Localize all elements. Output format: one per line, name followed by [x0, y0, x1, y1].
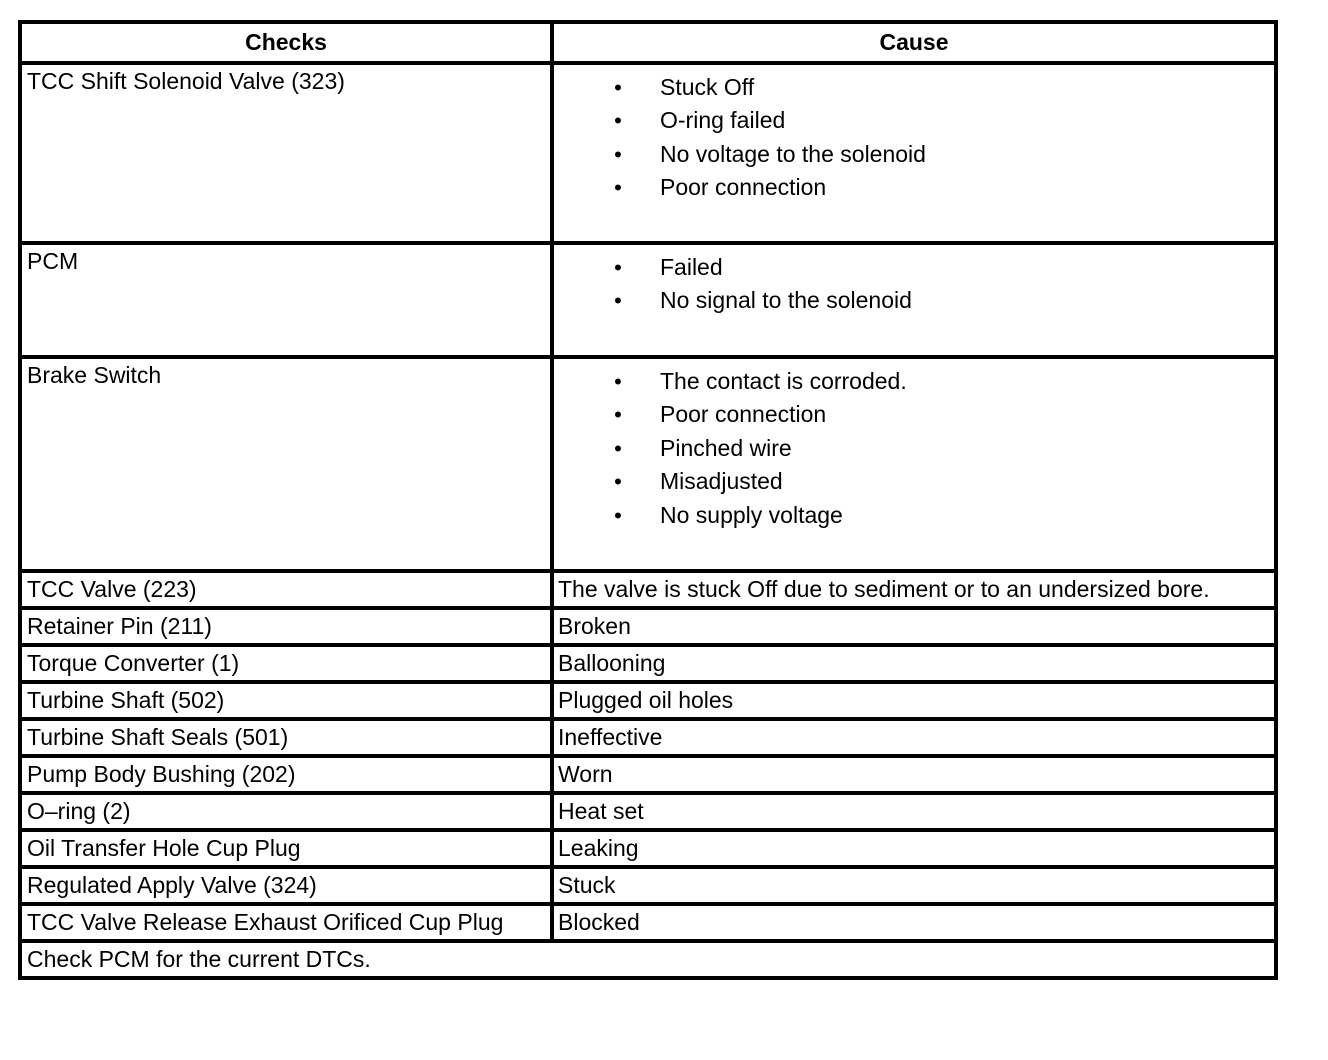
bullet-icon: •: [614, 502, 622, 528]
check-cell: Regulated Apply Valve (324): [20, 867, 552, 904]
cause-list-item: [558, 284, 1274, 317]
cause-text: Poor connection: [660, 401, 827, 428]
cause-list-item: [558, 432, 1274, 465]
bullet-icon: •: [614, 369, 622, 394]
cause-list: [558, 251, 1274, 318]
table-row: [20, 63, 1276, 243]
table-row: [20, 357, 1276, 571]
table-row: [20, 830, 1276, 867]
cause-list-item: [558, 251, 1274, 284]
bullet-icon: •: [614, 175, 622, 201]
cause-list-item: [558, 398, 1274, 431]
check-cell: PCM: [20, 243, 552, 357]
table-row: [20, 608, 1276, 645]
header-row: [20, 22, 1276, 63]
cause-text: Failed: [660, 254, 723, 280]
cause-text: No signal to the solenoid: [660, 287, 912, 314]
bullet-icon: •: [614, 255, 622, 280]
cause-list-item: [558, 171, 1274, 204]
table-row: [20, 243, 1276, 357]
check-cell: TCC Shift Solenoid Valve (323): [20, 63, 552, 243]
cause-cell: Stuck: [552, 867, 1276, 904]
check-cell: Torque Converter (1): [20, 645, 552, 682]
check-cell: Brake Switch: [20, 357, 552, 571]
cause-text: No voltage to the solenoid: [660, 140, 926, 167]
diagnosis-table: [18, 20, 1278, 980]
cause-cell: Ineffective: [552, 719, 1276, 756]
cause-text: Stuck Off: [660, 74, 755, 100]
bullet-icon: •: [614, 108, 622, 134]
check-cell: O–ring (2): [20, 793, 552, 830]
cause-text: O-ring failed: [660, 107, 786, 134]
cause-cell: The valve is stuck Off due to sediment or to an undersized bore.: [552, 571, 1276, 608]
table-row: [20, 904, 1276, 941]
cause-list: [558, 71, 1274, 205]
cause-list-item: [558, 499, 1274, 532]
cause-cell: Plugged oil holes: [552, 682, 1276, 719]
cause-cell: Leaking: [552, 830, 1276, 867]
footer-row: [20, 941, 1276, 978]
cause-list-item: [558, 365, 1274, 398]
cause-header: Cause: [552, 22, 1276, 63]
check-cell: Retainer Pin (211): [20, 608, 552, 645]
cause-text: Poor connection: [660, 174, 827, 201]
table-row: [20, 571, 1276, 608]
table-row: [20, 682, 1276, 719]
cause-cell: Broken: [552, 608, 1276, 645]
cause-text: Misadjusted: [660, 468, 783, 495]
cause-cell: [552, 243, 1276, 357]
table-row: [20, 793, 1276, 830]
cause-cell: Blocked: [552, 904, 1276, 941]
checks-header: Checks: [20, 22, 552, 63]
check-cell: TCC Valve (223): [20, 571, 552, 608]
check-cell: Turbine Shaft Seals (501): [20, 719, 552, 756]
check-cell: Turbine Shaft (502): [20, 682, 552, 719]
bullet-icon: •: [614, 469, 622, 495]
check-cell: Pump Body Bushing (202): [20, 756, 552, 793]
cause-cell: Heat set: [552, 793, 1276, 830]
cause-cell: Worn: [552, 756, 1276, 793]
bullet-icon: •: [614, 141, 622, 167]
bullet-icon: •: [614, 435, 622, 461]
bullet-icon: •: [614, 75, 622, 100]
cause-list-item: [558, 71, 1274, 104]
cause-cell: [552, 63, 1276, 243]
table-row: [20, 719, 1276, 756]
cause-list-item: [558, 465, 1274, 498]
check-cell: Oil Transfer Hole Cup Plug: [20, 830, 552, 867]
table-row: [20, 867, 1276, 904]
cause-text: No supply voltage: [660, 501, 843, 528]
cause-cell: Ballooning: [552, 645, 1276, 682]
table-row: [20, 756, 1276, 793]
cause-list-item: [558, 104, 1274, 137]
check-cell: TCC Valve Release Exhaust Orificed Cup Plug: [20, 904, 552, 941]
cause-list-item: [558, 138, 1274, 171]
cause-text: Pinched wire: [660, 434, 792, 461]
cause-cell: [552, 357, 1276, 571]
cause-list: [558, 365, 1274, 532]
table-row: [20, 645, 1276, 682]
footer-note: Check PCM for the current DTCs.: [20, 941, 1276, 978]
bullet-icon: •: [614, 402, 622, 428]
cause-text: The contact is corroded.: [660, 368, 907, 394]
bullet-icon: •: [614, 288, 622, 314]
